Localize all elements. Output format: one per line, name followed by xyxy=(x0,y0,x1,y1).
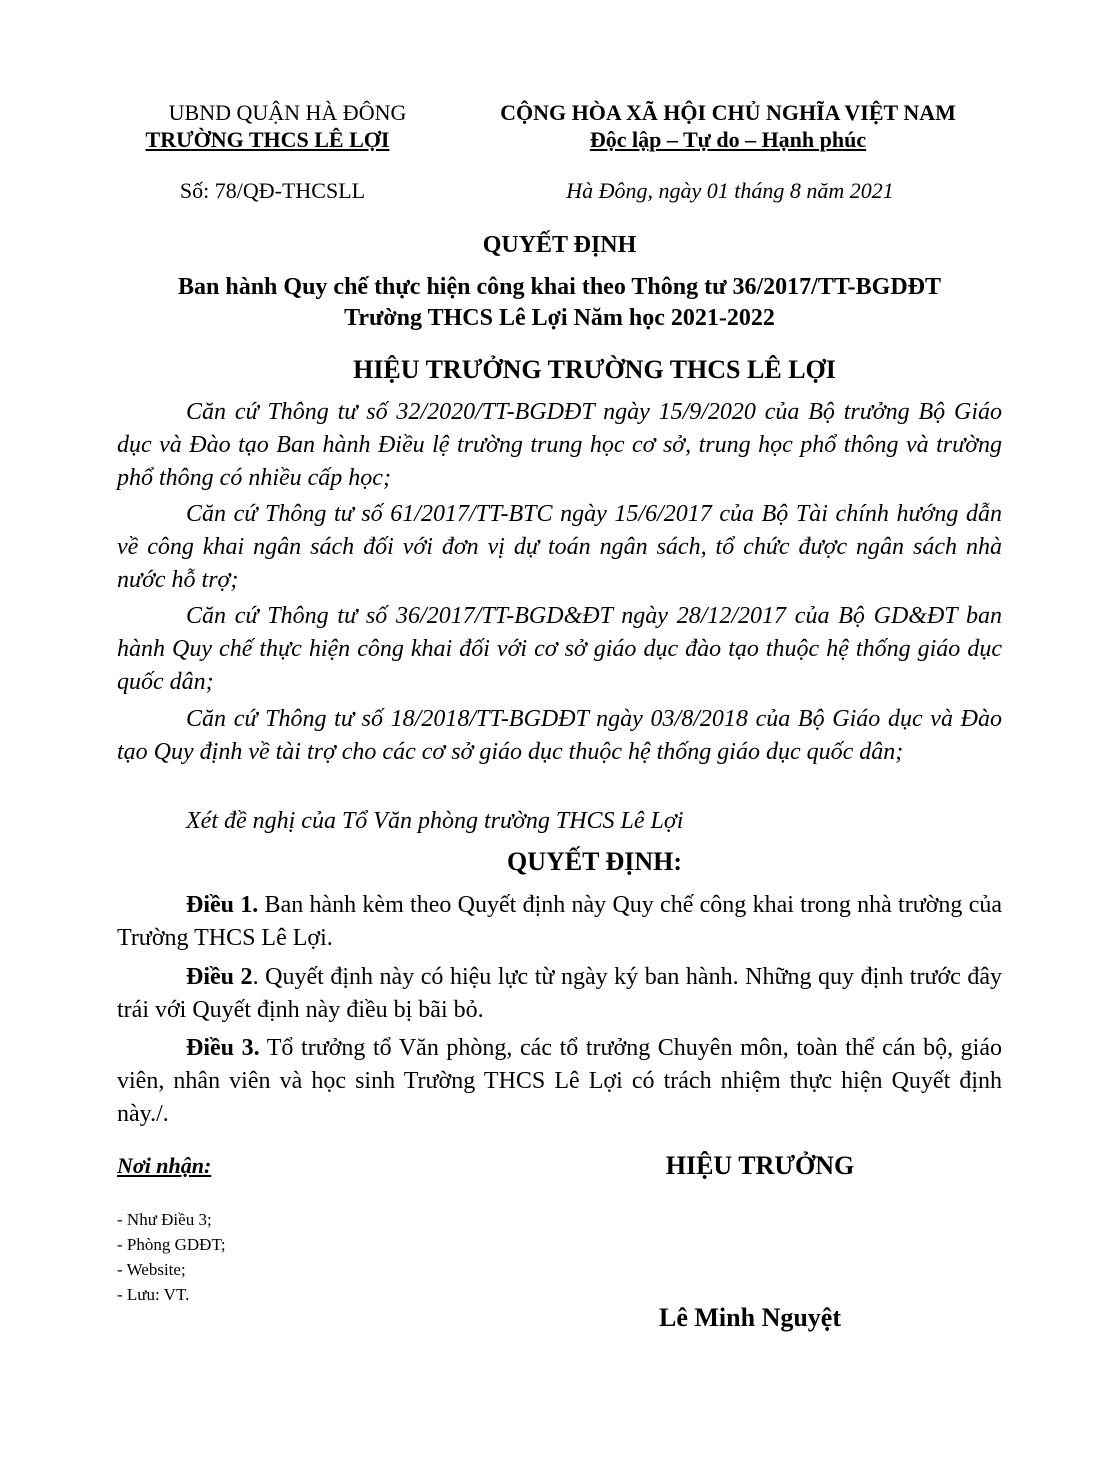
document-type: QUYẾT ĐỊNH xyxy=(482,232,637,258)
document-number: Số: 78/QĐ-THCSLL xyxy=(179,178,366,203)
recipient-item: - Website; xyxy=(117,1260,186,1279)
basis-paragraph: Căn cứ Thông tư số 36/2017/TT-BGD&ĐT ngày 28/12/2017 của Bộ GD&ĐT ban hành Quy chế thực hiện công khai đối với cơ sở giáo dục đào tạo thuộc hệ thống giáo dục quốc dân; xyxy=(117,603,1002,695)
article-label: Điều 1. xyxy=(186,892,259,918)
subject-line-2: Trường THCS Lê Lợi Năm học 2021-2022 xyxy=(344,305,775,331)
issuer-title: HIỆU TRƯỞNG TRƯỜNG THCS LÊ LỢI xyxy=(353,355,836,384)
signature-title: HIỆU TRƯỞNG xyxy=(665,1151,855,1180)
article-text: Ban hành kèm theo Quyết định này Quy chế công khai trong nhà trường của Trường THCS Lê Lợi. xyxy=(117,892,1002,951)
country-name: CỘNG HÒA XÃ HỘI CHỦ NGHĨA VIỆT NAM xyxy=(500,100,956,125)
recipient-item: - Lưu: VT. xyxy=(117,1285,190,1304)
article-text: Tổ trưởng tổ Văn phòng, các tổ trưởng Chuyên môn, toàn thể cán bộ, giáo viên, nhân viên và học sinh Trường THCS Lê Lợi có trách nhiệm thực hiện Quyết định này./. xyxy=(117,1035,1003,1127)
decision-heading: QUYẾT ĐỊNH: xyxy=(506,847,683,876)
basis-paragraph: Căn cứ Thông tư số 18/2018/TT-BGDĐT ngày 03/8/2018 của Bộ Giáo dục và Đào tạo Quy định về tài trợ cho các cơ sở giáo dục thuộc hệ thống giáo dục quốc dân; xyxy=(117,706,1002,765)
place-date: Hà Đông, ngày 01 tháng 8 năm 2021 xyxy=(566,178,894,203)
school-name: TRƯỜNG THCS LÊ LỢI xyxy=(145,127,390,152)
recipients-heading: Nơi nhận: xyxy=(117,1153,212,1178)
article-label: Điều 2 xyxy=(186,964,253,990)
article-1 xyxy=(117,889,1002,955)
subject-line-1: Ban hành Quy chế thực hiện công khai theo Thông tư 36/2017/TT-BGDĐT xyxy=(178,274,941,300)
recipient-item: - Như Điều 3; xyxy=(117,1210,212,1229)
article-3 xyxy=(117,1032,1002,1131)
article-label: Điều 3. xyxy=(186,1035,260,1061)
basis-paragraph: Căn cứ Thông tư số 61/2017/TT-BTC ngày 15/6/2017 của Bộ Tài chính hướng dẫn về công khai ngân sách đối với đơn vị dự toán ngân sách, tổ chức được ngân sách nhà nước hỗ trợ; xyxy=(117,501,1002,593)
article-2 xyxy=(117,961,1002,1027)
authority-name: UBND QUẬN HÀ ĐÔNG xyxy=(168,100,407,125)
basis-paragraph: Căn cứ Thông tư số 32/2020/TT-BGDĐT ngày 15/9/2020 của Bộ trưởng Bộ Giáo dục và Đào tạo Ban hành Điều lệ trường trung học cơ sở, trung học phổ thông và trường phổ thông có nhiều cấp học; xyxy=(117,399,1002,491)
signer-name: Lê Minh Nguyệt xyxy=(659,1303,841,1332)
basis-paragraph: Xét đề nghị của Tổ Văn phòng trường THCS Lê Lợi xyxy=(186,808,684,834)
recipient-item: - Phòng GDĐT; xyxy=(117,1235,226,1254)
article-text: . Quyết định này có hiệu lực từ ngày ký ban hành. Những quy định trước đây trái với Quyết định này điều bị bãi bỏ. xyxy=(117,964,1003,1023)
motto: Độc lập – Tự do – Hạnh phúc xyxy=(589,127,867,152)
